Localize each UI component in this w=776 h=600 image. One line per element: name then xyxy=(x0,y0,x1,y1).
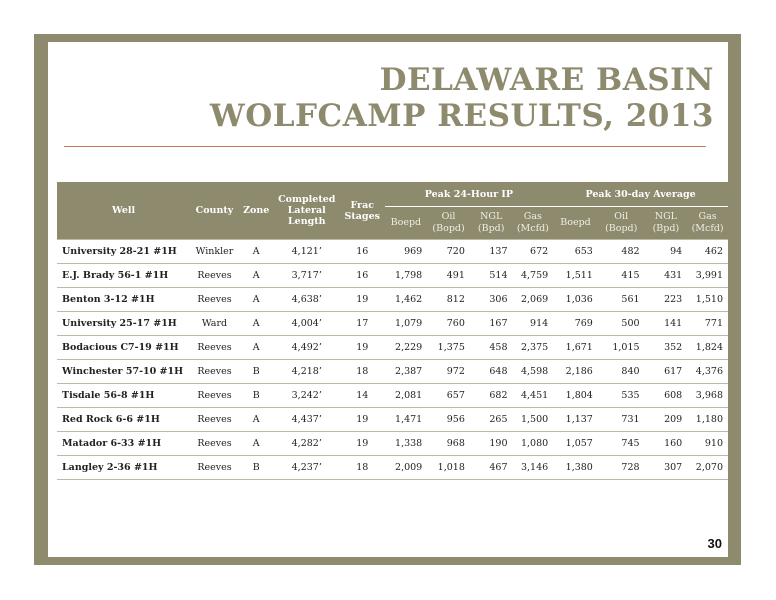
cell-zone: B xyxy=(239,456,274,480)
cell-ip-ngl: 682 xyxy=(470,384,513,408)
header-ip-ngl: NGL (Bpd) xyxy=(470,207,513,240)
cell-ip-boepd: 1,798 xyxy=(385,264,428,288)
results-table xyxy=(57,182,728,480)
cell-well: Langley 2-36 #1H xyxy=(57,456,190,480)
cell-lateral-length: 4,282’ xyxy=(274,432,340,456)
cell-frac-stages: 19 xyxy=(340,288,385,312)
cell-avg-ngl: 141 xyxy=(645,312,688,336)
cell-avg-gas: 910 xyxy=(687,432,728,456)
cell-avg-gas: 771 xyxy=(687,312,728,336)
cell-avg-boepd: 1,137 xyxy=(553,408,598,432)
header-lateral-length: Completed Lateral Length xyxy=(274,182,340,240)
cell-ip-gas: 3,146 xyxy=(513,456,554,480)
cell-zone: A xyxy=(239,240,274,264)
cell-avg-oil: 561 xyxy=(598,288,645,312)
cell-zone: A xyxy=(239,336,274,360)
cell-ip-ngl: 648 xyxy=(470,360,513,384)
cell-zone: B xyxy=(239,384,274,408)
cell-ip-boepd: 1,462 xyxy=(385,288,428,312)
cell-lateral-length: 4,218’ xyxy=(274,360,340,384)
cell-lateral-length: 4,638’ xyxy=(274,288,340,312)
cell-avg-boepd: 1,511 xyxy=(553,264,598,288)
cell-frac-stages: 18 xyxy=(340,360,385,384)
cell-frac-stages: 14 xyxy=(340,384,385,408)
cell-avg-boepd: 1,804 xyxy=(553,384,598,408)
cell-lateral-length: 3,717’ xyxy=(274,264,340,288)
cell-ip-oil: 760 xyxy=(427,312,470,336)
cell-frac-stages: 17 xyxy=(340,312,385,336)
table-row xyxy=(57,360,728,384)
header-row-groups xyxy=(57,182,728,207)
cell-avg-gas: 1,510 xyxy=(687,288,728,312)
cell-avg-boepd: 1,057 xyxy=(553,432,598,456)
cell-ip-oil: 1,375 xyxy=(427,336,470,360)
cell-avg-gas: 2,070 xyxy=(687,456,728,480)
cell-county: Reeves xyxy=(190,432,239,456)
cell-ip-gas: 914 xyxy=(513,312,554,336)
cell-lateral-length: 4,492’ xyxy=(274,336,340,360)
cell-ip-ngl: 167 xyxy=(470,312,513,336)
cell-zone: A xyxy=(239,432,274,456)
cell-ip-gas: 672 xyxy=(513,240,554,264)
cell-ip-boepd: 1,338 xyxy=(385,432,428,456)
header-well: Well xyxy=(57,182,190,240)
cell-well: Winchester 57-10 #1H xyxy=(57,360,190,384)
table-row xyxy=(57,336,728,360)
cell-ip-ngl: 514 xyxy=(470,264,513,288)
cell-ip-ngl: 306 xyxy=(470,288,513,312)
cell-ip-boepd: 1,079 xyxy=(385,312,428,336)
cell-avg-oil: 745 xyxy=(598,432,645,456)
cell-ip-boepd: 2,387 xyxy=(385,360,428,384)
cell-frac-stages: 16 xyxy=(340,240,385,264)
cell-avg-ngl: 223 xyxy=(645,288,688,312)
cell-county: Winkler xyxy=(190,240,239,264)
slide-frame xyxy=(34,34,741,565)
cell-well: Benton 3-12 #1H xyxy=(57,288,190,312)
cell-ip-gas: 4,598 xyxy=(513,360,554,384)
cell-county: Reeves xyxy=(190,456,239,480)
cell-avg-gas: 1,180 xyxy=(687,408,728,432)
header-county: County xyxy=(190,182,239,240)
cell-avg-oil: 415 xyxy=(598,264,645,288)
cell-ip-gas: 1,080 xyxy=(513,432,554,456)
cell-ip-oil: 968 xyxy=(427,432,470,456)
cell-lateral-length: 4,237’ xyxy=(274,456,340,480)
cell-ip-gas: 4,451 xyxy=(513,384,554,408)
cell-avg-boepd: 1,036 xyxy=(553,288,598,312)
table-row xyxy=(57,384,728,408)
header-avg-ngl: NGL (Bpd) xyxy=(645,207,688,240)
cell-avg-boepd: 653 xyxy=(553,240,598,264)
cell-ip-boepd: 2,009 xyxy=(385,456,428,480)
cell-avg-boepd: 769 xyxy=(553,312,598,336)
cell-frac-stages: 19 xyxy=(340,408,385,432)
header-peak-30-day-average: Peak 30-day Average xyxy=(553,182,728,207)
cell-well: Bodacious C7-19 #1H xyxy=(57,336,190,360)
cell-lateral-length: 4,121’ xyxy=(274,240,340,264)
header-frac-stages: Frac Stages xyxy=(340,182,385,240)
cell-lateral-length: 3,242’ xyxy=(274,384,340,408)
cell-avg-boepd: 1,380 xyxy=(553,456,598,480)
header-ip-gas: Gas (Mcfd) xyxy=(513,207,554,240)
cell-zone: B xyxy=(239,360,274,384)
cell-ip-ngl: 265 xyxy=(470,408,513,432)
table-row xyxy=(57,264,728,288)
cell-avg-ngl: 617 xyxy=(645,360,688,384)
cell-ip-oil: 972 xyxy=(427,360,470,384)
cell-well: University 25-17 #1H xyxy=(57,312,190,336)
cell-zone: A xyxy=(239,312,274,336)
cell-county: Reeves xyxy=(190,408,239,432)
cell-avg-gas: 3,968 xyxy=(687,384,728,408)
slide-title xyxy=(210,62,714,134)
cell-frac-stages: 16 xyxy=(340,264,385,288)
cell-ip-oil: 657 xyxy=(427,384,470,408)
cell-ip-oil: 720 xyxy=(427,240,470,264)
table-row xyxy=(57,408,728,432)
cell-ip-ngl: 137 xyxy=(470,240,513,264)
cell-ip-ngl: 190 xyxy=(470,432,513,456)
cell-county: Reeves xyxy=(190,336,239,360)
cell-well: Tisdale 56-8 #1H xyxy=(57,384,190,408)
cell-avg-ngl: 352 xyxy=(645,336,688,360)
cell-avg-oil: 500 xyxy=(598,312,645,336)
table-row xyxy=(57,240,728,264)
cell-zone: A xyxy=(239,264,274,288)
cell-ip-boepd: 969 xyxy=(385,240,428,264)
cell-avg-boepd: 2,186 xyxy=(553,360,598,384)
cell-avg-ngl: 307 xyxy=(645,456,688,480)
page-number: 30 xyxy=(707,536,722,551)
cell-county: Reeves xyxy=(190,288,239,312)
cell-ip-oil: 1,018 xyxy=(427,456,470,480)
cell-ip-gas: 2,069 xyxy=(513,288,554,312)
header-avg-gas: Gas (Mcfd) xyxy=(687,207,728,240)
cell-avg-oil: 731 xyxy=(598,408,645,432)
cell-avg-boepd: 1,671 xyxy=(553,336,598,360)
cell-well: Red Rock 6-6 #1H xyxy=(57,408,190,432)
cell-ip-ngl: 467 xyxy=(470,456,513,480)
header-avg-boepd: Boepd xyxy=(553,207,598,240)
header-avg-oil: Oil (Bopd) xyxy=(598,207,645,240)
table-body xyxy=(57,240,728,480)
cell-ip-gas: 4,759 xyxy=(513,264,554,288)
title-line-1: DELAWARE BASIN xyxy=(379,62,714,98)
cell-avg-oil: 1,015 xyxy=(598,336,645,360)
cell-ip-gas: 1,500 xyxy=(513,408,554,432)
table-row xyxy=(57,288,728,312)
cell-well: Matador 6-33 #1H xyxy=(57,432,190,456)
cell-avg-ngl: 94 xyxy=(645,240,688,264)
cell-avg-oil: 535 xyxy=(598,384,645,408)
title-line-2: WOLFCAMP RESULTS, 2013 xyxy=(209,98,714,134)
cell-avg-gas: 3,991 xyxy=(687,264,728,288)
cell-avg-gas: 4,376 xyxy=(687,360,728,384)
cell-ip-boepd: 2,229 xyxy=(385,336,428,360)
cell-county: Reeves xyxy=(190,360,239,384)
cell-ip-oil: 812 xyxy=(427,288,470,312)
header-ip-boepd: Boepd xyxy=(385,207,428,240)
table-row xyxy=(57,432,728,456)
cell-avg-ngl: 160 xyxy=(645,432,688,456)
cell-avg-gas: 1,824 xyxy=(687,336,728,360)
cell-well: E.J. Brady 56-1 #1H xyxy=(57,264,190,288)
cell-zone: A xyxy=(239,288,274,312)
cell-ip-oil: 956 xyxy=(427,408,470,432)
cell-ip-gas: 2,375 xyxy=(513,336,554,360)
cell-frac-stages: 19 xyxy=(340,432,385,456)
header-peak-24-hour-ip: Peak 24-Hour IP xyxy=(385,182,554,207)
cell-county: Ward xyxy=(190,312,239,336)
cell-ip-oil: 491 xyxy=(427,264,470,288)
cell-frac-stages: 19 xyxy=(340,336,385,360)
cell-well: University 28-21 #1H xyxy=(57,240,190,264)
cell-county: Reeves xyxy=(190,384,239,408)
cell-avg-ngl: 608 xyxy=(645,384,688,408)
cell-ip-boepd: 1,471 xyxy=(385,408,428,432)
header-ip-oil: Oil (Bopd) xyxy=(427,207,470,240)
cell-zone: A xyxy=(239,408,274,432)
slide xyxy=(48,42,728,557)
cell-lateral-length: 4,437’ xyxy=(274,408,340,432)
table-row xyxy=(57,456,728,480)
cell-avg-oil: 840 xyxy=(598,360,645,384)
cell-county: Reeves xyxy=(190,264,239,288)
cell-avg-ngl: 431 xyxy=(645,264,688,288)
table-row xyxy=(57,312,728,336)
cell-lateral-length: 4,004’ xyxy=(274,312,340,336)
title-divider xyxy=(64,146,706,147)
cell-ip-ngl: 458 xyxy=(470,336,513,360)
cell-avg-oil: 728 xyxy=(598,456,645,480)
cell-frac-stages: 18 xyxy=(340,456,385,480)
cell-ip-boepd: 2,081 xyxy=(385,384,428,408)
cell-avg-ngl: 209 xyxy=(645,408,688,432)
header-zone: Zone xyxy=(239,182,274,240)
cell-avg-oil: 482 xyxy=(598,240,645,264)
cell-avg-gas: 462 xyxy=(687,240,728,264)
